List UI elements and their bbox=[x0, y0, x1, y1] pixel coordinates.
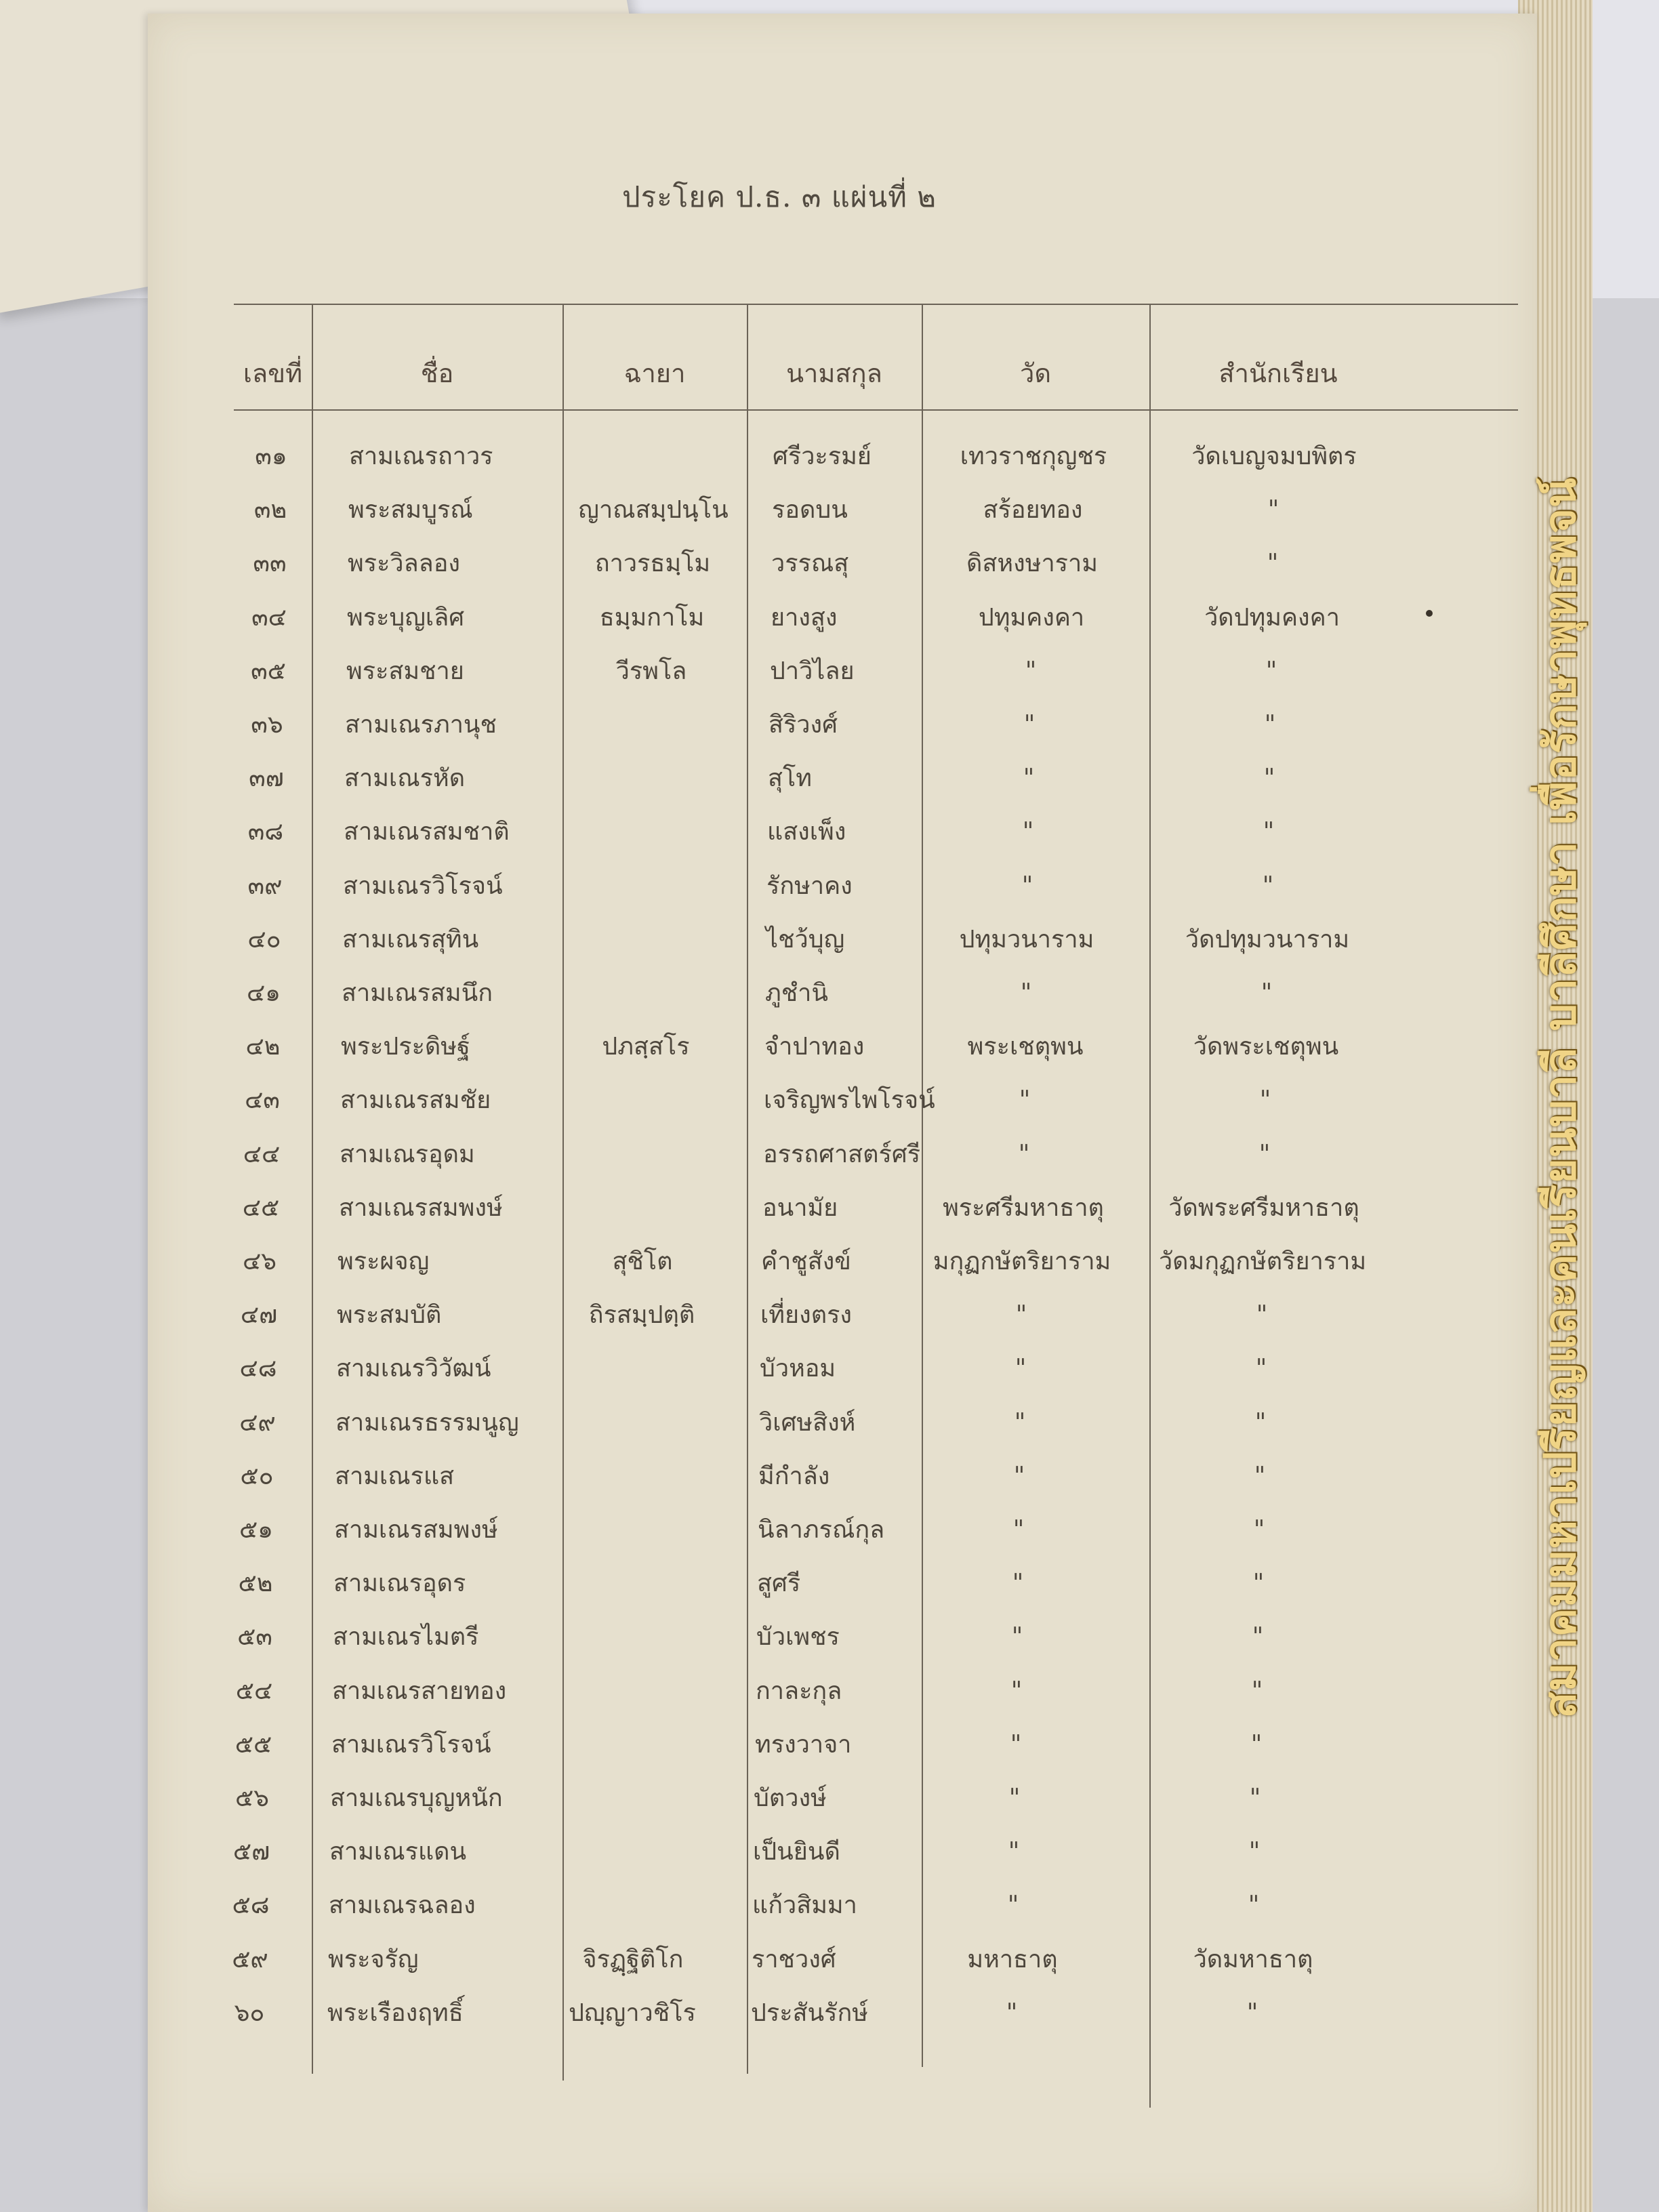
row-study-center: " bbox=[1264, 711, 1276, 739]
table-top-rule bbox=[234, 304, 1518, 305]
row-number: ๕๕ bbox=[234, 1731, 272, 1759]
row-surname: จำปาทอง bbox=[764, 1033, 865, 1061]
row-number: ๕๗ bbox=[232, 1838, 270, 1866]
header-surname: นามสกุล bbox=[786, 359, 882, 388]
row-surname: สุโท bbox=[768, 764, 813, 792]
row-monastic-name: วีรพโล bbox=[615, 657, 687, 685]
row-surname: เจริญพรไพโรจน์ bbox=[764, 1086, 935, 1114]
row-monastic-name: ญาณสมฺปนฺโน bbox=[578, 496, 729, 524]
row-temple: " bbox=[1008, 1784, 1021, 1812]
row-temple: มกุฏกษัตริยาราม bbox=[933, 1248, 1111, 1275]
row-name: สามเณรวิโรจน์ bbox=[343, 872, 503, 900]
row-name: พระเรืองฤทธิ์ bbox=[327, 1999, 464, 2027]
row-study-center: วัดเบญจมบพิตร bbox=[1191, 443, 1357, 470]
row-surname: คำชูสังข์ bbox=[761, 1248, 851, 1275]
row-temple: " bbox=[1015, 1355, 1027, 1382]
row-study-center: " bbox=[1263, 764, 1275, 792]
row-temple: " bbox=[1015, 1301, 1027, 1329]
row-study-center: " bbox=[1254, 1409, 1267, 1437]
row-study-center: วัดมหาธาตุ bbox=[1193, 1946, 1313, 1973]
row-surname: รักษาคง bbox=[766, 872, 853, 900]
row-name: สามเณรไมตรี bbox=[333, 1623, 479, 1651]
row-name: สามเณรธรรมนูญ bbox=[335, 1409, 519, 1437]
row-number: ๓๕ bbox=[251, 657, 286, 685]
header-study-center: สำนักเรียน bbox=[1218, 359, 1338, 388]
row-temple: " bbox=[1022, 818, 1034, 846]
row-name: พระจรัญ bbox=[328, 1946, 419, 1973]
row-number: ๓๖ bbox=[251, 711, 283, 739]
row-name: พระบุญเลิศ bbox=[347, 604, 465, 632]
row-name: พระประดิษฐ์ bbox=[341, 1033, 470, 1061]
row-name: พระสมชาย bbox=[346, 657, 464, 685]
row-name: สามเณรสมชัย bbox=[340, 1086, 491, 1114]
watermark: สมาคมมหาเปรียญและคนเรียนบาลี บาลีศึกษา เพื่อรักษาพุทธพจน์ bbox=[1536, 477, 1586, 1719]
header-name: ชื่อ bbox=[420, 359, 454, 388]
row-number: ๔๒ bbox=[245, 1033, 281, 1061]
row-study-center: " bbox=[1251, 1677, 1263, 1705]
row-name: พระสมบัติ bbox=[337, 1301, 442, 1329]
row-number: ๕๙ bbox=[232, 1946, 268, 1973]
row-monastic-name: จิรฏฺฐิติโก bbox=[582, 1946, 684, 1973]
row-temple: " bbox=[1013, 1462, 1025, 1490]
row-surname: ราชวงศ์ bbox=[752, 1946, 836, 1973]
row-number: ๔๗ bbox=[240, 1301, 278, 1329]
row-temple: " bbox=[1018, 1141, 1030, 1168]
row-surname: สูศรี bbox=[757, 1570, 801, 1597]
row-number: ๔๘ bbox=[239, 1355, 277, 1382]
row-surname: บัวเพชร bbox=[756, 1623, 840, 1651]
row-name: สามเณรสมพงษ์ bbox=[339, 1194, 503, 1222]
row-study-center: " bbox=[1249, 1784, 1261, 1812]
row-study-center: " bbox=[1263, 818, 1275, 846]
row-number: ๕๑ bbox=[239, 1516, 274, 1544]
row-surname: ทรงวาจา bbox=[755, 1731, 852, 1759]
row-surname: กาละกุล bbox=[756, 1677, 842, 1705]
row-temple: ปทุมคงคา bbox=[978, 604, 1085, 632]
row-temple: " bbox=[1023, 764, 1035, 792]
row-surname: บัวหอม bbox=[760, 1355, 836, 1382]
row-monastic-name: ปญฺญาวชิโร bbox=[569, 1999, 696, 2027]
row-surname: วรรณสุ bbox=[771, 550, 849, 577]
row-surname: แสงเพ็ง bbox=[767, 818, 846, 846]
row-temple: พระศรีมหาธาตุ bbox=[943, 1194, 1104, 1222]
row-temple: " bbox=[1020, 979, 1032, 1007]
row-temple: " bbox=[1025, 657, 1037, 685]
row-study-center: วัดพระเชตุพน bbox=[1193, 1033, 1339, 1061]
row-study-center: " bbox=[1256, 1301, 1268, 1329]
row-temple: ดิสหงษาราม bbox=[966, 550, 1098, 577]
row-surname: ศรีวะรมย์ bbox=[773, 443, 872, 470]
page-title: ประโยค ป.ธ. ๓ แผ่นที่ ๒ bbox=[622, 180, 937, 213]
row-number: ๕๘ bbox=[232, 1891, 270, 1919]
row-temple: " bbox=[1006, 1999, 1018, 2027]
row-number: ๓๙ bbox=[247, 872, 283, 900]
row-name: สามเณรแดน bbox=[329, 1838, 467, 1866]
row-temple: " bbox=[1023, 711, 1036, 739]
row-number: ๕๒ bbox=[238, 1570, 273, 1597]
row-name: สามเณรสมชาติ bbox=[344, 818, 510, 846]
row-study-center: " bbox=[1252, 1623, 1264, 1651]
row-surname: ไชว้บุญ bbox=[766, 926, 845, 954]
row-name: พระสมบูรณ์ bbox=[348, 496, 473, 524]
row-number: ๓๘ bbox=[247, 818, 284, 846]
row-study-center: วัดพระศรีมหาธาตุ bbox=[1168, 1194, 1359, 1222]
row-monastic-name: ปภสฺสโร bbox=[602, 1033, 690, 1061]
row-surname: อนามัย bbox=[762, 1194, 838, 1222]
row-name: สามเณรวิวัฒน์ bbox=[336, 1355, 491, 1382]
row-name: สามเณรสายทอง bbox=[332, 1677, 507, 1705]
row-name: สามเณรอุดม bbox=[340, 1141, 475, 1168]
row-temple: " bbox=[1010, 1731, 1022, 1759]
row-temple: " bbox=[1007, 1891, 1019, 1919]
row-monastic-name: ถาวรธมฺโม bbox=[594, 550, 711, 577]
row-temple: " bbox=[1012, 1570, 1024, 1597]
row-surname: ประสันรักษ์ bbox=[751, 1999, 868, 2027]
header-monastic-name: ฉายา bbox=[623, 359, 686, 388]
header-bottom-rule bbox=[234, 409, 1518, 411]
row-surname: นิลาภรณ์กุล bbox=[758, 1516, 885, 1544]
row-study-center: " bbox=[1261, 979, 1273, 1007]
row-surname: ยางสูง bbox=[771, 604, 838, 632]
row-study-center: " bbox=[1259, 1086, 1271, 1114]
row-number: ๕๖ bbox=[234, 1784, 270, 1812]
row-number: ๔๓ bbox=[245, 1086, 280, 1114]
row-number: ๕๔ bbox=[235, 1677, 273, 1705]
row-number: ๓๓ bbox=[253, 550, 287, 577]
row-study-center: " bbox=[1262, 872, 1274, 900]
row-number: ๕๓ bbox=[237, 1623, 272, 1651]
row-name: สามเณรภานุช bbox=[345, 711, 497, 739]
row-temple: " bbox=[1012, 1516, 1025, 1544]
row-surname: บัตวงษ์ bbox=[754, 1784, 827, 1812]
row-number: ๓๑ bbox=[255, 443, 287, 470]
row-study-center: " bbox=[1253, 1516, 1265, 1544]
row-study-center: วัดปทุมวนาราม bbox=[1185, 926, 1350, 954]
row-monastic-name: ธมฺมกาโม bbox=[599, 604, 705, 632]
row-study-center: " bbox=[1254, 1462, 1266, 1490]
row-temple: พระเชตุพน bbox=[967, 1033, 1084, 1061]
row-study-center: วัดปทุมคงคา bbox=[1204, 604, 1340, 632]
row-temple: " bbox=[1019, 1086, 1031, 1114]
row-name: สามเณรวิโรจน์ bbox=[331, 1731, 491, 1759]
row-study-center: " bbox=[1246, 1999, 1258, 2027]
row-surname: แก้วสิมมา bbox=[752, 1891, 857, 1919]
row-name: สามเณรแส bbox=[335, 1462, 455, 1490]
row-surname: ภูชำนิ bbox=[765, 979, 828, 1007]
ink-dot bbox=[1426, 610, 1433, 617]
row-number: ๖๐ bbox=[234, 1999, 265, 2027]
row-number: ๔๖ bbox=[242, 1248, 277, 1275]
row-temple: " bbox=[1010, 1677, 1023, 1705]
row-surname: รอดบน bbox=[772, 496, 848, 524]
row-name: สามเณรบุญหนัก bbox=[330, 1784, 503, 1812]
row-name: สามเณรถาวร bbox=[349, 443, 493, 470]
row-name: สามเณรสมพงษ์ bbox=[334, 1516, 498, 1544]
row-name: สามเณรฉลอง bbox=[329, 1891, 476, 1919]
header-temple: วัด bbox=[1019, 359, 1051, 388]
row-number: ๓๗ bbox=[249, 764, 284, 792]
row-temple: มหาธาตุ bbox=[967, 1946, 1058, 1973]
row-study-center: " bbox=[1255, 1355, 1267, 1382]
row-number: ๓๒ bbox=[253, 496, 287, 524]
row-number: ๔๐ bbox=[247, 926, 281, 954]
row-study-center: " bbox=[1267, 496, 1279, 524]
row-study-center: " bbox=[1250, 1731, 1263, 1759]
row-surname: อรรถศาสตร์ศรี bbox=[763, 1141, 921, 1168]
row-surname: ปาวิไลย bbox=[770, 657, 855, 685]
row-name: สามเณรสุทิน bbox=[342, 926, 479, 954]
row-name: พระผจญ bbox=[337, 1248, 430, 1275]
row-surname: มีกำลัง bbox=[758, 1462, 830, 1490]
row-name: สามเณรอุดร bbox=[333, 1570, 466, 1597]
row-study-center: วัดมกุฏกษัตริยาราม bbox=[1158, 1248, 1367, 1275]
row-study-center: " bbox=[1258, 1141, 1271, 1168]
row-study-center: " bbox=[1265, 657, 1277, 685]
row-monastic-name: สุชิโต bbox=[612, 1248, 673, 1275]
row-name: พระวิลลอง bbox=[348, 550, 460, 577]
row-number: ๔๔ bbox=[243, 1141, 281, 1168]
row-number: ๓๔ bbox=[251, 604, 287, 632]
row-temple: เทวราชกุญชร bbox=[960, 443, 1107, 470]
row-study-center: " bbox=[1248, 1838, 1261, 1866]
row-surname: สิริวงศ์ bbox=[769, 711, 838, 739]
row-study-center: " bbox=[1267, 550, 1279, 577]
row-temple: " bbox=[1021, 872, 1033, 900]
row-temple: ปทุมวนาราม bbox=[959, 926, 1094, 954]
row-monastic-name: ถิรสมฺปตฺติ bbox=[588, 1301, 695, 1329]
row-name: สามเณรหัด bbox=[344, 764, 466, 792]
row-number: ๔๙ bbox=[239, 1409, 276, 1437]
row-study-center: " bbox=[1248, 1891, 1260, 1919]
row-number: ๕๐ bbox=[240, 1462, 274, 1490]
row-study-center: " bbox=[1252, 1570, 1265, 1597]
row-number: ๔๑ bbox=[246, 979, 281, 1007]
row-temple: สร้อยทอง bbox=[983, 496, 1083, 524]
row-number: ๔๕ bbox=[242, 1194, 280, 1222]
row-temple: " bbox=[1014, 1409, 1026, 1437]
row-name: สามเณรสมนึก bbox=[342, 979, 493, 1007]
row-temple: " bbox=[1008, 1838, 1020, 1866]
row-surname: วิเศษสิงห์ bbox=[759, 1409, 856, 1437]
row-surname: เป็นยินดี bbox=[753, 1838, 840, 1866]
header-number: เลขที่ bbox=[243, 359, 303, 388]
row-surname: เที่ยงตรง bbox=[760, 1301, 852, 1329]
row-temple: " bbox=[1011, 1623, 1023, 1651]
